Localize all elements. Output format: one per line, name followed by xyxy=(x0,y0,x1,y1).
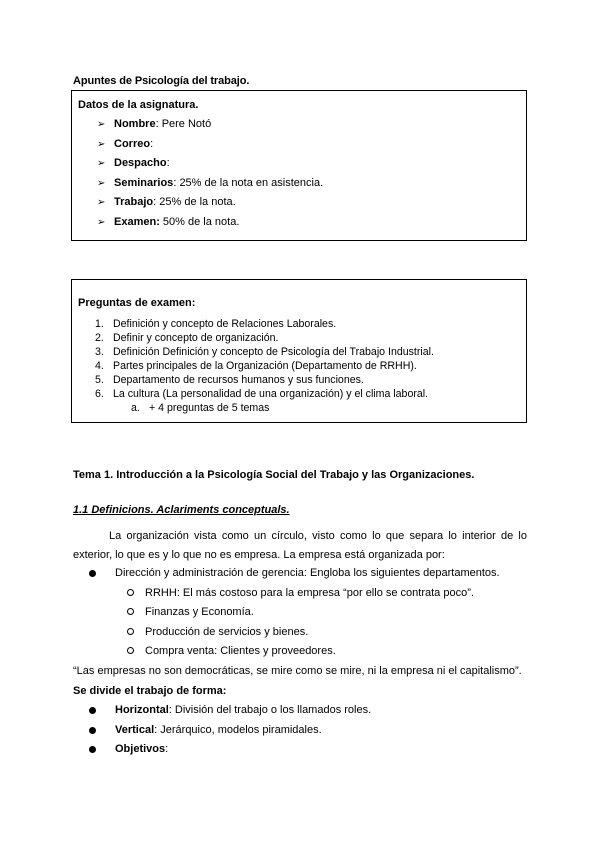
preguntas-title: Preguntas de examen: xyxy=(78,297,196,309)
pregunta-item: 1. Definición y concepto de Relaciones Laborales. xyxy=(95,318,337,330)
pregunta-item: 6. La cultura (La personalidad de una organización) y el clima laboral. xyxy=(95,388,429,400)
arrow-bullet-icon: ➢ xyxy=(97,216,106,228)
arrow-bullet-icon: ➢ xyxy=(97,119,106,130)
pregunta-item: 2. Definir y concepto de organización. xyxy=(95,332,279,344)
datos-asignatura-box xyxy=(71,90,527,241)
bullet-circle-icon xyxy=(127,608,134,615)
datos-item: ➢ Nombre: Pere Notó xyxy=(97,118,212,130)
pregunta-item: 3. Definición Definición y concepto de Psicología del Trabajo Industrial. xyxy=(95,346,434,358)
datos-item: ➢ Examen: 50% de la nota. xyxy=(97,215,240,228)
bullet-circle-icon xyxy=(127,647,134,654)
datos-item: ➢ Seminarios: 25% de la nota en asistencia. xyxy=(97,176,324,189)
bullet-dot-icon xyxy=(89,570,96,577)
section-heading: 1.1 Definicions. Aclariments conceptuals. xyxy=(73,504,290,516)
pregunta-item: 4. Partes principales de la Organización (Departamento de RRHH). xyxy=(95,360,417,372)
arrow-bullet-icon: ➢ xyxy=(97,158,106,169)
datos-title: Datos de la asignatura. xyxy=(78,99,199,111)
intro-paragraph: La organización vista como un círculo, visto como lo que separa lo interior de lo exterior, lo que es y lo que no es empresa. La empresa está organizada por: xyxy=(73,530,527,561)
datos-item: ➢ Trabajo: 25% de la nota. xyxy=(97,196,236,208)
bullet-circle-icon xyxy=(127,628,134,635)
datos-item: ➢ Despacho: xyxy=(97,157,170,169)
datos-list xyxy=(97,118,323,235)
bullet-dot-icon xyxy=(89,727,96,734)
divide-heading: Se divide el trabajo de forma: xyxy=(73,685,227,697)
arrow-bullet-icon: ➢ xyxy=(97,197,106,208)
bullet-circle-icon xyxy=(127,589,134,596)
datos-item: ➢ Correo: xyxy=(97,137,154,150)
divide-item: Objetivos: xyxy=(89,743,168,755)
arrow-bullet-icon: ➢ xyxy=(97,138,106,150)
quote: “Las empresas no son democráticas, se mire como se mire, ni la empresa ni el capitalismo”. xyxy=(73,665,522,677)
bullet-dot-icon xyxy=(89,746,96,753)
pregunta-item: 5. Departamento de recursos humanos y sus funciones. xyxy=(95,374,364,386)
divide-item: Horizontal: División del trabajo o los llamados roles. xyxy=(89,704,371,716)
bullet-item: Dirección y administración de gerencia: Engloba los siguientes departamentos. xyxy=(89,567,500,579)
preguntas-examen-box xyxy=(71,279,527,423)
arrow-bullet-icon: ➢ xyxy=(97,177,106,189)
divide-item: Vertical: Jerárquico, modelos piramidales. xyxy=(89,724,322,736)
preguntas-list xyxy=(95,318,434,416)
tema-heading: Tema 1. Introducción a la Psicología Social del Trabajo y las Organizaciones. xyxy=(73,469,475,481)
sub-bullet-item: Producción de servicios y bienes. xyxy=(127,626,308,638)
document-title: Apuntes de Psicología del trabajo. xyxy=(73,75,250,87)
pregunta-sub-item: a. + 4 preguntas de 5 temas xyxy=(131,402,270,414)
bullet-dot-icon xyxy=(89,707,96,714)
sub-bullet-item: Finanzas y Economía. xyxy=(127,606,254,618)
sub-bullet-item: Compra venta: Clientes y proveedores. xyxy=(127,645,336,657)
sub-bullet-item: RRHH: El más costoso para la empresa “por ello se contrata poco”. xyxy=(127,587,474,599)
